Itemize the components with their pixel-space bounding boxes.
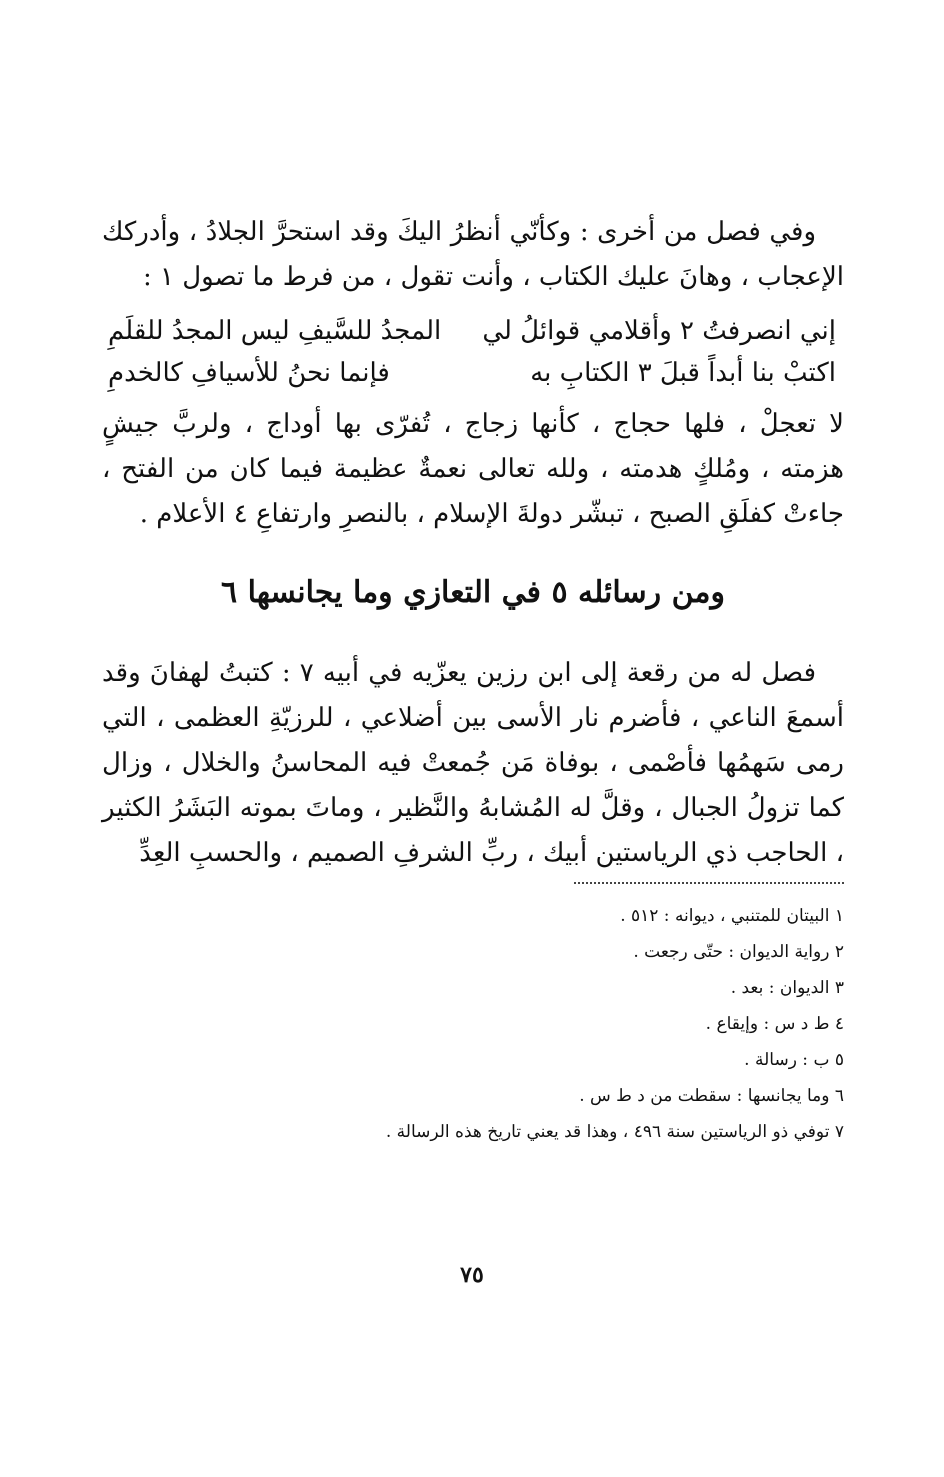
verse-hemistich-first: اكتبْ بنا أبداً قبلَ ٣ الكتابِ به bbox=[530, 358, 836, 388]
section-heading: ومن رسائله ٥ في التعازي وما يجانسها ٦ bbox=[221, 575, 725, 610]
verse-hemistich-second: فإنما نحنُ للأسيافِ كالخدمِ bbox=[108, 358, 390, 388]
verse-hemistich-second: المجدُ للسَّيفِ ليس المجدُ للقلَمِ bbox=[108, 316, 442, 346]
footnote: ٥ ب : رسالة . bbox=[744, 1050, 844, 1070]
footnote: ٤ ط د س : وإيقاع . bbox=[705, 1014, 844, 1034]
verse-hemistich-first: إني انصرفتُ ٢ وأقلامي قوائلُ لي bbox=[482, 316, 836, 346]
section-paragraph: فصل له من رقعة إلى ابن رزين يعزّيه في أبيه ٧ : كتبتُ لهفانَ وقد أسمعَ الناعي ، فأضرم نار الأسى بين أضلاعي ، للرزيّةِ العظمى ، التي رمى سَهمُها فأصْمى ، بوفاة مَن جُمعتْ فيه المحاسنُ والخلال ، وزال كما تزولُ الجبال ، وقلَّ له المُشابهُ والنَّظير ، وماتَ بموته البَشَرُ الكثير ، الحاجب ذي الرياستين أبيك ، ربِّ الشرفِ الصميم ، والحسبِ العِدِّ bbox=[102, 658, 844, 868]
footnote-separator bbox=[574, 882, 844, 884]
footnote: ٢ رواية الديوان : حتّى رجعت . bbox=[633, 942, 844, 962]
paragraph-after-verse: لا تعجلْ ، فلها حجاج ، كأنها زجاج ، تُفرّى بها أوداج ، ولربَّ جيشٍ هزمته ، ومُلكٍ هدمته ، ولله تعالى نعمةٌ عظيمة فيما كان من الفتح ، جاءتْ كفلَقِ الصبح ، تبشّر دولةَ الإسلام ، بالنصرِ وارتفاعِ ٤ الأعلام . bbox=[102, 409, 844, 529]
footnote: ١ البيتان للمتنبي ، ديوانه : ٥١٢ . bbox=[620, 906, 844, 926]
footnote: ٣ الديوان : بعد . bbox=[730, 978, 844, 998]
opening-paragraph: وفي فصل من أخرى : وكأنّي أنظرُ اليكَ وقد استحرَّ الجلادُ ، وأدركك الإعجاب ، وهانَ عليك الكتاب ، وأنت تقول ، من فرط ما تصول ١ : bbox=[102, 217, 844, 292]
page-number: ٧٥ bbox=[460, 1262, 484, 1288]
verse-block bbox=[102, 310, 844, 394]
verse-line bbox=[102, 352, 844, 394]
verse-line bbox=[102, 310, 844, 352]
page-content bbox=[102, 210, 844, 1150]
footnote: ٧ توفي ذو الرياستين سنة ٤٩٦ ، وهذا قد يعني تاريخ هذه الرسالة . bbox=[385, 1122, 844, 1142]
footnotes bbox=[102, 898, 844, 1150]
footnote: ٦ وما يجانسها : سقطت من د ط س . bbox=[579, 1086, 844, 1106]
